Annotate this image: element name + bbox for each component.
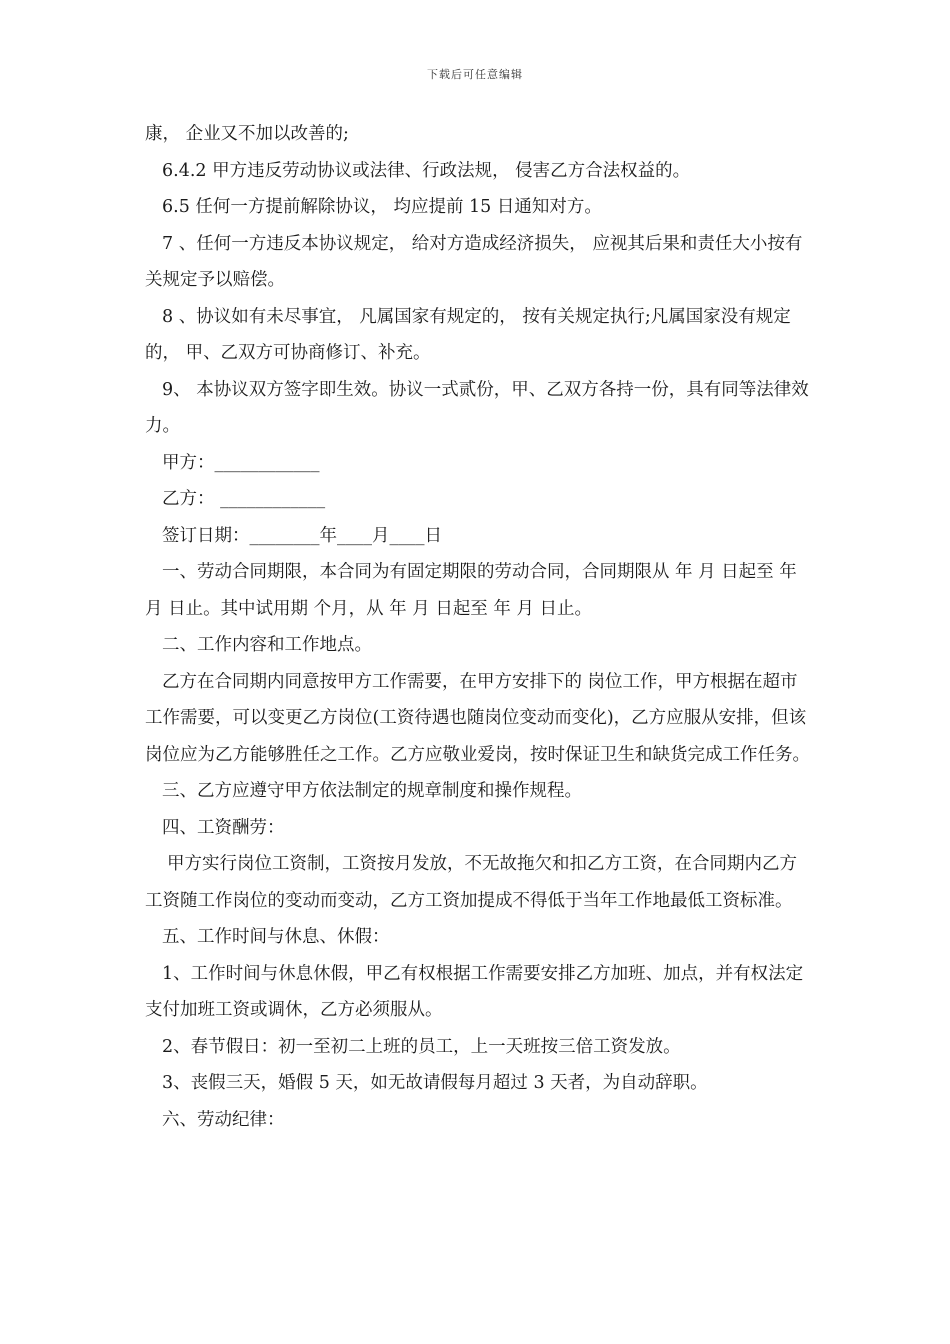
document-body bbox=[145, 116, 810, 1138]
signature-party-a: 甲方：____________ bbox=[162, 452, 320, 473]
paragraph: 7 、任何一方违反本协议规定， 给对方造成经济损失， 应视其后果和责任大小按有关规定予以赔偿。 bbox=[145, 233, 803, 290]
paragraph: 甲方实行岗位工资制，工资按月发放，不无故拖欠和扣乙方工资，在合同期内乙方工资随工作岗位的变动而变动，乙方工资加提成不得低于当年工作地最低工资标准。 bbox=[145, 854, 797, 911]
paragraph: 1、工作时间与休息休假，甲乙有权根据工作需要安排乙方加班、加点，并有权法定支付加班工资或调休，乙方必须服从。 bbox=[145, 963, 804, 1020]
section-heading: 五、工作时间与休息、休假： bbox=[162, 927, 390, 947]
section-heading: 四、工资酬劳： bbox=[162, 817, 285, 838]
paragraph: 8 、协议如有未尽事宜， 凡属国家有规定的， 按有关规定执行;凡属国家没有规定的， 甲、乙双方可协商修订、补充。 bbox=[145, 306, 791, 363]
section-heading: 三、乙方应遵守甲方依法制定的规章制度和操作规程。 bbox=[162, 781, 582, 801]
signature-party-b: 乙方： ____________ bbox=[162, 489, 326, 509]
section-heading: 六、劳动纪律： bbox=[162, 1109, 285, 1130]
paragraph: 2、春节假日：初一至初二上班的员工，上一天班按三倍工资发放。 bbox=[162, 1036, 681, 1057]
section-heading: 二、工作内容和工作地点。 bbox=[162, 635, 372, 655]
paragraph: 6.4.2 甲方违反劳动协议或法律、行政法规， 侵害乙方合法权益的。 bbox=[162, 160, 691, 181]
paragraph: 乙方在合同期内同意按甲方工作需要，在甲方安排下的 岗位工作，甲方根据在超市工作需要，可以变更乙方岗位(工资待遇也随岗位变动而变化)，乙方应服从安排，但该岗位应为乙方能够胜任之工作。乙方应敬业爱岗，按时保证卫生和缺货完成工作任务。 bbox=[145, 671, 810, 765]
page-header: 下载后可任意编辑 bbox=[427, 68, 523, 81]
paragraph: 康， 企业又不加以改善的; bbox=[145, 124, 349, 144]
paragraph: 3、丧假三天，婚假 5 天，如无故请假每月超过 3 天者，为自动辞职。 bbox=[162, 1073, 708, 1093]
signing-date: 签订日期：________年____月____日 bbox=[162, 525, 442, 546]
paragraph: 9、 本协议双方签字即生效。协议一式贰份，甲、乙双方各持一份，具有同等法律效力。 bbox=[145, 379, 809, 436]
paragraph: 6.5 任何一方提前解除协议， 均应提前 15 日通知对方。 bbox=[162, 197, 602, 217]
paragraph: 一、劳动合同期限，本合同为有固定期限的劳动合同，合同期限从 年 月 日起至 年 月 日止。其中试用期 个月，从 年 月 日起至 年 月 日止。 bbox=[145, 562, 797, 619]
